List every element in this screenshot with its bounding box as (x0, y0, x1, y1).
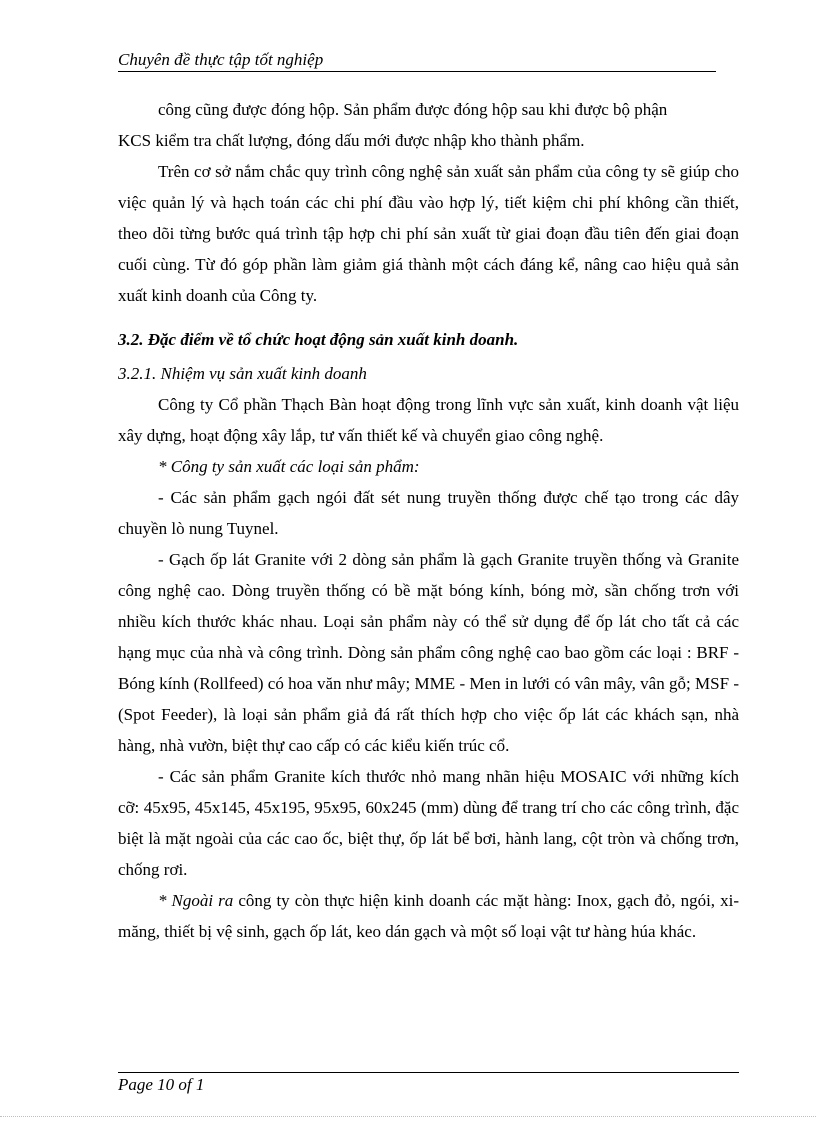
paragraph-continuation (118, 94, 739, 156)
subsection-heading: 3.2.1. Nhiệm vụ sản xuất kinh doanh (118, 364, 367, 383)
page-header (118, 50, 716, 72)
paragraph: Trên cơ sở nắm chắc quy trình công nghệ sản xuất sản phẩm của công ty sẽ giúp cho việc quản lý và hạch toán các chi phí đầu vào hợp lý, tiết kiệm chi phí không cần thiết, theo dõi từng bước quá trình tập hợp chi phí sản xuất từ giai đoạn đầu tiên đến giai đoạn cuối cùng. Từ đó góp phần làm giảm giá thành một cách đáng kể, nâng cao hiệu quả sản xuất kinh doanh của Công ty. (118, 162, 739, 305)
paragraph-line: công cũng được đóng hộp. Sản phẩm được đóng hộp sau khi được bộ phận (158, 100, 668, 119)
page-number-label: Page 10 of 1 (118, 1075, 205, 1094)
paragraph: - Các sản phẩm Granite kích thước nhỏ mang nhãn hiệu MOSAIC với những kích cỡ: 45x95, 45x145, 45x195, 95x95, 60x245 (mm) dùng để trang trí cho các công trình, đặc biệt là mặt ngoài của các cao ốc, biệt thự, ốp lát bể bơi, hành lang, cột tròn và chống trơn, chống rơi. (118, 767, 739, 879)
paragraph-italic: * Công ty sản xuất các loại sản phẩm: (158, 457, 420, 476)
page-bottom-divider (0, 1116, 816, 1117)
paragraph-line: KCS kiểm tra chất lượng, đóng dấu mới được nhập kho thành phẩm. (118, 131, 585, 150)
paragraph: - Gạch ốp lát Granite với 2 dòng sản phẩm là gạch Granite truyền thống và Granite công nghệ cao. Dòng truyền thống có bề mặt bóng kính, bóng mờ, sần chống trơn với nhiều kích thước khác nhau. Loại sản phẩm này có thể sử dụng để ốp lát cho tất cả các hạng mục của nhà và công trình. Dòng sản phẩm công nghệ cao bao gồm các loại : BRF - Bóng kính (Rollfeed) có hoa văn như mây; MME - Men in lưới có vân mây, vân gỗ; MSF - (Spot Feeder), là loại sản phẩm giả đá rất thích hợp cho việc ốp lát các khách sạn, nhà hàng, nhà vườn, biệt thự cao cấp có các kiểu kiến trúc cổ. (118, 550, 739, 755)
paragraph-rest: công ty còn thực hiện kinh doanh các mặt hàng: Inox, gạch đỏ, ngói, xi-măng, thiết bị vệ sinh, gạch ốp lát, keo dán gạch và một số loại vật tư hàng húa khác. (118, 891, 739, 941)
section-heading: 3.2. Đặc điểm về tổ chức hoạt động sản xuất kinh doanh. (118, 330, 519, 349)
document-body (118, 94, 739, 947)
paragraph-lead-italic: * Ngoài ra (158, 891, 234, 910)
paragraph: Công ty Cổ phần Thạch Bàn hoạt động trong lĩnh vực sản xuất, kinh doanh vật liệu xây dựng, hoạt động xây lắp, tư vấn thiết kế và chuyển giao công nghệ. (118, 395, 739, 445)
header-title: Chuyên đề thực tập tốt nghiệp (118, 50, 324, 69)
page-footer (118, 1072, 739, 1095)
paragraph: - Các sản phẩm gạch ngói đất sét nung truyền thống được chế tạo trong các dây chuyền lò nung Tuynel. (118, 488, 739, 538)
paragraph (118, 885, 739, 947)
